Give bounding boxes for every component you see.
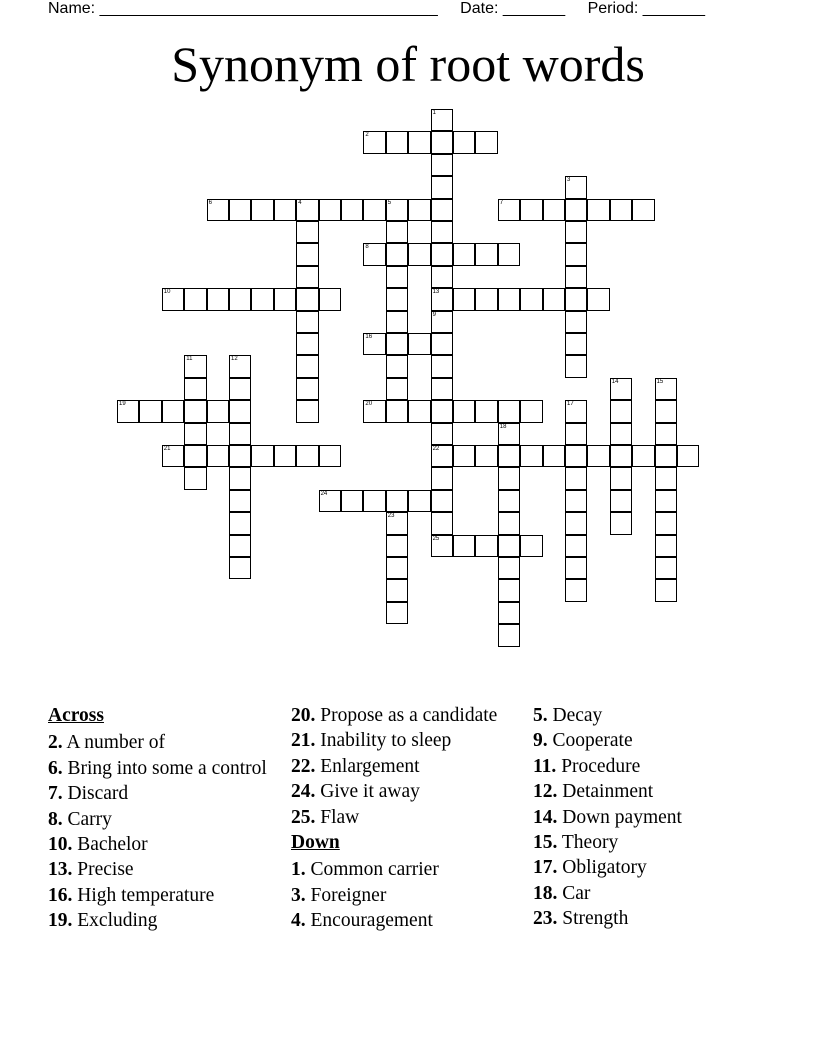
grid-cell[interactable]: [498, 512, 520, 534]
grid-cell[interactable]: [565, 288, 587, 310]
grid-cell[interactable]: [431, 221, 453, 243]
grid-cell[interactable]: [655, 423, 677, 445]
grid-cell[interactable]: [408, 400, 430, 422]
period-field[interactable]: Period: _______: [587, 0, 706, 17]
grid-cell[interactable]: [207, 445, 229, 467]
grid-cell[interactable]: [162, 445, 184, 467]
across-clue: [48, 731, 278, 754]
clue-number-label: 9.: [533, 730, 548, 752]
grid-cell[interactable]: [139, 400, 161, 422]
across-clue: [291, 806, 516, 829]
grid-cell[interactable]: [341, 199, 363, 221]
clue-number-label: 16.: [48, 884, 73, 906]
grid-cell[interactable]: [565, 557, 587, 579]
clue-text: Flaw: [315, 806, 360, 828]
grid-cell[interactable]: [453, 400, 475, 422]
grid-cell[interactable]: [184, 400, 206, 422]
clue-text: Excluding: [72, 910, 158, 932]
grid-cell[interactable]: [565, 311, 587, 333]
grid-cell[interactable]: [610, 445, 632, 467]
grid-cell[interactable]: [229, 423, 251, 445]
grid-cell[interactable]: [565, 266, 587, 288]
grid-cell[interactable]: [296, 333, 318, 355]
across-clue: [48, 884, 278, 907]
grid-cell[interactable]: [408, 490, 430, 512]
clue-number: 7: [499, 199, 504, 206]
grid-cell[interactable]: [229, 512, 251, 534]
grid-cell[interactable]: [565, 467, 587, 489]
across-clue: [48, 782, 278, 805]
grid-cell[interactable]: [386, 535, 408, 557]
grid-cell[interactable]: [386, 490, 408, 512]
grid-cell[interactable]: [319, 288, 341, 310]
across-clue: [291, 704, 516, 727]
grid-cell[interactable]: [655, 467, 677, 489]
grid-cell[interactable]: [431, 109, 453, 131]
clue-number-label: 17.: [533, 857, 558, 879]
grid-cell[interactable]: [296, 445, 318, 467]
grid-cell[interactable]: [587, 288, 609, 310]
grid-cell[interactable]: [386, 579, 408, 601]
grid-cell[interactable]: [610, 490, 632, 512]
grid-cell[interactable]: [655, 512, 677, 534]
grid-cell[interactable]: [229, 355, 251, 377]
clue-text: Decay: [547, 705, 603, 726]
clue-number: 25: [432, 535, 440, 542]
grid-cell[interactable]: [386, 221, 408, 243]
grid-cell[interactable]: [386, 243, 408, 265]
grid-cell[interactable]: [655, 579, 677, 601]
grid-cell[interactable]: [565, 490, 587, 512]
grid-cell[interactable]: [386, 557, 408, 579]
grid-cell[interactable]: [431, 535, 453, 557]
clue-column-1: [48, 704, 278, 935]
grid-cell[interactable]: [274, 288, 296, 310]
clue-number: 16: [365, 334, 373, 340]
clue-text: Foreigner: [305, 884, 387, 906]
clue-number: 9: [432, 311, 436, 318]
grid-cell[interactable]: [363, 199, 385, 221]
date-field[interactable]: Date: _______: [460, 0, 566, 17]
clue-text: Down payment: [557, 806, 682, 828]
grid-cell[interactable]: [610, 199, 632, 221]
clue-number-label: 12.: [533, 781, 558, 803]
clue-number-label: 25.: [291, 806, 316, 828]
grid-cell[interactable]: [408, 199, 430, 221]
clue-text: Obligatory: [557, 857, 647, 879]
grid-cell[interactable]: [498, 243, 520, 265]
clue-text: Carry: [62, 808, 112, 830]
grid-cell[interactable]: [184, 288, 206, 310]
grid-cell[interactable]: [363, 400, 385, 422]
grid-cell[interactable]: [431, 154, 453, 176]
grid-cell[interactable]: [498, 557, 520, 579]
down-clue: [533, 704, 773, 727]
grid-cell[interactable]: [296, 243, 318, 265]
clue-text: Theory: [557, 831, 619, 853]
grid-cell[interactable]: [296, 355, 318, 377]
clue-text: Cooperate: [547, 730, 633, 752]
grid-cell[interactable]: [565, 199, 587, 221]
clue-number-label: 24.: [291, 781, 316, 803]
grid-cell[interactable]: [431, 467, 453, 489]
clue-number: 15: [656, 378, 664, 385]
grid-cell[interactable]: [431, 288, 453, 310]
grid-cell[interactable]: [229, 445, 251, 467]
grid-cell[interactable]: [565, 423, 587, 445]
clue-number: 18: [499, 423, 507, 430]
clue-number: 1: [432, 110, 436, 116]
grid-cell[interactable]: [251, 199, 273, 221]
down-clue: [291, 858, 516, 881]
grid-cell[interactable]: [565, 243, 587, 265]
clue-text: Procedure: [556, 755, 641, 777]
grid-cell[interactable]: [543, 445, 565, 467]
clue-text: Encouragement: [305, 910, 433, 932]
clue-number-label: 4.: [291, 910, 306, 932]
grid-cell[interactable]: [229, 288, 251, 310]
grid-cell[interactable]: [498, 199, 520, 221]
down-clue-list: [291, 858, 516, 932]
grid-cell[interactable]: [386, 602, 408, 624]
grid-cell[interactable]: [296, 288, 318, 310]
grid-cell[interactable]: [610, 378, 632, 400]
down-clue: [533, 882, 773, 905]
clue-number: 2: [365, 132, 369, 139]
across-clue: [48, 909, 278, 932]
grid-cell[interactable]: [296, 311, 318, 333]
grid-cell[interactable]: [386, 378, 408, 400]
grid-cell[interactable]: [498, 467, 520, 489]
grid-cell[interactable]: [498, 535, 520, 557]
grid-cell[interactable]: [610, 423, 632, 445]
grid-cell[interactable]: [431, 131, 453, 153]
grid-cell[interactable]: [498, 602, 520, 624]
clue-number-label: 6.: [48, 757, 63, 779]
grid-cell[interactable]: [229, 467, 251, 489]
clue-number: 14: [611, 378, 619, 385]
grid-cell[interactable]: [184, 445, 206, 467]
page-title: Synonym of root words: [171, 36, 645, 92]
grid-cell[interactable]: [296, 378, 318, 400]
grid-cell[interactable]: [431, 378, 453, 400]
clue-number-label: 3.: [291, 884, 306, 906]
clue-number: 17: [567, 401, 574, 408]
grid-cell[interactable]: [655, 400, 677, 422]
grid-cell[interactable]: [117, 400, 139, 422]
down-clue: [533, 780, 773, 803]
grid-cell[interactable]: [431, 266, 453, 288]
clue-text: Car: [557, 882, 591, 904]
clue-number: 13: [432, 289, 440, 296]
grid-cell[interactable]: [274, 445, 296, 467]
clue-number-label: 14.: [533, 806, 558, 828]
clue-number: 19: [119, 401, 126, 408]
grid-cell[interactable]: [341, 490, 363, 512]
grid-cell[interactable]: [498, 490, 520, 512]
grid-cell[interactable]: [520, 445, 542, 467]
grid-cell[interactable]: [386, 512, 408, 534]
clue-number: 4: [298, 199, 302, 206]
grid-cell[interactable]: [498, 445, 520, 467]
grid-cell[interactable]: [386, 333, 408, 355]
clue-number: 6: [208, 199, 212, 206]
grid-cell[interactable]: [386, 355, 408, 377]
clue-text: A number of: [62, 732, 165, 754]
grid-cell[interactable]: [632, 445, 654, 467]
grid-cell[interactable]: [543, 288, 565, 310]
grid-cell[interactable]: [319, 199, 341, 221]
grid-cell[interactable]: [587, 445, 609, 467]
across-clue-list: [48, 731, 278, 932]
clue-number: 12: [231, 356, 238, 363]
clue-number: 11: [186, 356, 193, 363]
grid-cell[interactable]: [520, 535, 542, 557]
grid-cell[interactable]: [565, 579, 587, 601]
grid-cell[interactable]: [453, 535, 475, 557]
grid-cell[interactable]: [655, 535, 677, 557]
grid-cell[interactable]: [565, 221, 587, 243]
grid-cell[interactable]: [363, 333, 385, 355]
grid-cell[interactable]: [565, 355, 587, 377]
grid-cell[interactable]: [498, 579, 520, 601]
grid-cell[interactable]: [632, 199, 654, 221]
grid-cell[interactable]: [386, 311, 408, 333]
grid-cell[interactable]: [431, 445, 453, 467]
clue-number-label: 10.: [48, 833, 73, 855]
grid-cell[interactable]: [543, 199, 565, 221]
grid-cell[interactable]: [431, 243, 453, 265]
clue-number: 3: [567, 177, 571, 184]
clue-number-label: 18.: [533, 882, 558, 904]
clue-number: 23: [387, 513, 395, 520]
grid-cell[interactable]: [475, 535, 497, 557]
clue-text: Bachelor: [72, 833, 148, 855]
grid-cell[interactable]: [453, 445, 475, 467]
clue-column-3: [533, 704, 773, 933]
clue-text: Discard: [62, 783, 129, 805]
grid-cell[interactable]: [296, 221, 318, 243]
clue-number-label: 5.: [533, 705, 548, 726]
grid-cell[interactable]: [431, 355, 453, 377]
grid-cell[interactable]: [431, 333, 453, 355]
clue-number-label: 8.: [48, 808, 63, 830]
clue-text: Strength: [557, 908, 629, 930]
grid-cell[interactable]: [363, 243, 385, 265]
across-heading: Across: [48, 705, 104, 726]
clue-number: 21: [163, 446, 171, 452]
grid-cell[interactable]: [251, 445, 273, 467]
clue-number-label: 19.: [48, 910, 73, 932]
grid-cell[interactable]: [319, 490, 341, 512]
down-clue: [533, 856, 773, 879]
across-clue: [291, 755, 516, 778]
grid-cell[interactable]: [386, 288, 408, 310]
across-clue-list-continued: [291, 704, 516, 829]
grid-cell[interactable]: [565, 445, 587, 467]
clue-text: Bring into some a control: [62, 757, 267, 779]
clue-text: Common carrier: [305, 859, 439, 881]
grid-cell[interactable]: [565, 512, 587, 534]
grid-cell[interactable]: [431, 199, 453, 221]
grid-cell[interactable]: [296, 400, 318, 422]
grid-cell[interactable]: [431, 512, 453, 534]
down-clue-list-continued: [533, 704, 773, 931]
grid-cell[interactable]: [655, 490, 677, 512]
grid-cell[interactable]: [386, 131, 408, 153]
grid-cell[interactable]: [655, 445, 677, 467]
grid-cell[interactable]: [431, 311, 453, 333]
grid-cell[interactable]: [520, 199, 542, 221]
grid-cell[interactable]: [587, 199, 609, 221]
clue-text: Inability to sleep: [315, 730, 452, 752]
grid-cell[interactable]: [453, 243, 475, 265]
grid-cell[interactable]: [319, 445, 341, 467]
grid-cell[interactable]: [520, 400, 542, 422]
grid-cell[interactable]: [296, 199, 318, 221]
grid-cell[interactable]: [453, 288, 475, 310]
down-clue: [533, 806, 773, 829]
grid-cell[interactable]: [655, 557, 677, 579]
across-clue: [48, 808, 278, 831]
grid-cell[interactable]: [565, 400, 587, 422]
clue-number: 5: [387, 199, 392, 206]
grid-cell[interactable]: [162, 288, 184, 310]
across-clue: [48, 757, 278, 780]
clue-number-label: 13.: [48, 859, 73, 881]
clue-text: High temperature: [72, 884, 215, 906]
grid-cell[interactable]: [565, 333, 587, 355]
clue-number-label: 15.: [533, 831, 558, 853]
down-clue: [533, 729, 773, 752]
grid-cell[interactable]: [207, 400, 229, 422]
grid-cell[interactable]: [520, 288, 542, 310]
down-clue: [291, 909, 516, 932]
grid-cell[interactable]: [251, 288, 273, 310]
across-clue: [48, 858, 278, 881]
grid-cell[interactable]: [184, 467, 206, 489]
clue-text: Detainment: [557, 781, 654, 803]
grid-cell[interactable]: [677, 445, 699, 467]
clue-number: 24: [320, 490, 328, 497]
grid-cell[interactable]: [296, 266, 318, 288]
grid-cell[interactable]: [498, 400, 520, 422]
grid-cell[interactable]: [363, 131, 385, 153]
clue-column-2: [291, 704, 516, 935]
grid-cell[interactable]: [475, 400, 497, 422]
grid-cell[interactable]: [207, 288, 229, 310]
across-clue: [291, 780, 516, 803]
clue-text: Precise: [72, 859, 134, 881]
grid-cell[interactable]: [565, 535, 587, 557]
down-clue: [533, 755, 773, 778]
clue-number-label: 2.: [48, 732, 63, 754]
grid-cell[interactable]: [498, 288, 520, 310]
grid-cell[interactable]: [475, 131, 497, 153]
grid-cell[interactable]: [229, 199, 251, 221]
clue-number-label: 7.: [48, 783, 63, 805]
grid-cell[interactable]: [610, 400, 632, 422]
clue-number-label: 20.: [291, 705, 316, 726]
grid-cell[interactable]: [386, 400, 408, 422]
grid-cell[interactable]: [386, 266, 408, 288]
name-field[interactable]: Name: ______________________________________: [48, 0, 438, 17]
grid-cell[interactable]: [431, 400, 453, 422]
clue-number-label: 23.: [533, 908, 558, 930]
grid-cell[interactable]: [498, 423, 520, 445]
grid-cell[interactable]: [229, 557, 251, 579]
grid-cell[interactable]: [184, 423, 206, 445]
down-clue: [533, 907, 773, 930]
clue-text: Propose as a candidate: [315, 705, 498, 726]
grid-cell[interactable]: [431, 490, 453, 512]
grid-cell[interactable]: [162, 400, 184, 422]
grid-cell[interactable]: [229, 400, 251, 422]
across-clue: [48, 833, 278, 856]
grid-cell[interactable]: [229, 378, 251, 400]
clue-number: 10: [163, 289, 171, 296]
grid-cell[interactable]: [184, 378, 206, 400]
down-clue: [291, 884, 516, 907]
grid-cell[interactable]: [184, 355, 206, 377]
grid-cell[interactable]: [475, 445, 497, 467]
clue-number-label: 11.: [533, 755, 557, 777]
grid-cell[interactable]: [229, 490, 251, 512]
clue-number-label: 1.: [291, 859, 306, 881]
grid-cell[interactable]: [565, 176, 587, 198]
grid-cell[interactable]: [610, 512, 632, 534]
clue-number: 20: [365, 401, 373, 408]
grid-cell[interactable]: [207, 199, 229, 221]
grid-cell[interactable]: [431, 423, 453, 445]
clue-text: Enlargement: [315, 755, 420, 777]
grid-cell[interactable]: [655, 378, 677, 400]
across-clue: [291, 729, 516, 752]
grid-cell[interactable]: [498, 624, 520, 646]
clue-number-label: 22.: [291, 755, 316, 777]
down-heading: Down: [291, 831, 340, 853]
grid-cell[interactable]: [610, 467, 632, 489]
grid-cell[interactable]: [431, 176, 453, 198]
clue-number-label: 21.: [291, 730, 316, 752]
down-clue: [533, 831, 773, 854]
grid-cell[interactable]: [475, 243, 497, 265]
grid-cell[interactable]: [386, 199, 408, 221]
grid-cell[interactable]: [453, 131, 475, 153]
clue-text: Give it away: [315, 781, 420, 803]
clue-number: 22: [432, 446, 440, 452]
grid-cell[interactable]: [475, 288, 497, 310]
grid-cell[interactable]: [408, 243, 430, 265]
grid-cell[interactable]: [408, 333, 430, 355]
grid-cell[interactable]: [229, 535, 251, 557]
grid-cell[interactable]: [274, 199, 296, 221]
grid-cell[interactable]: [363, 490, 385, 512]
grid-cell[interactable]: [408, 131, 430, 153]
clue-number: 8: [365, 244, 369, 251]
